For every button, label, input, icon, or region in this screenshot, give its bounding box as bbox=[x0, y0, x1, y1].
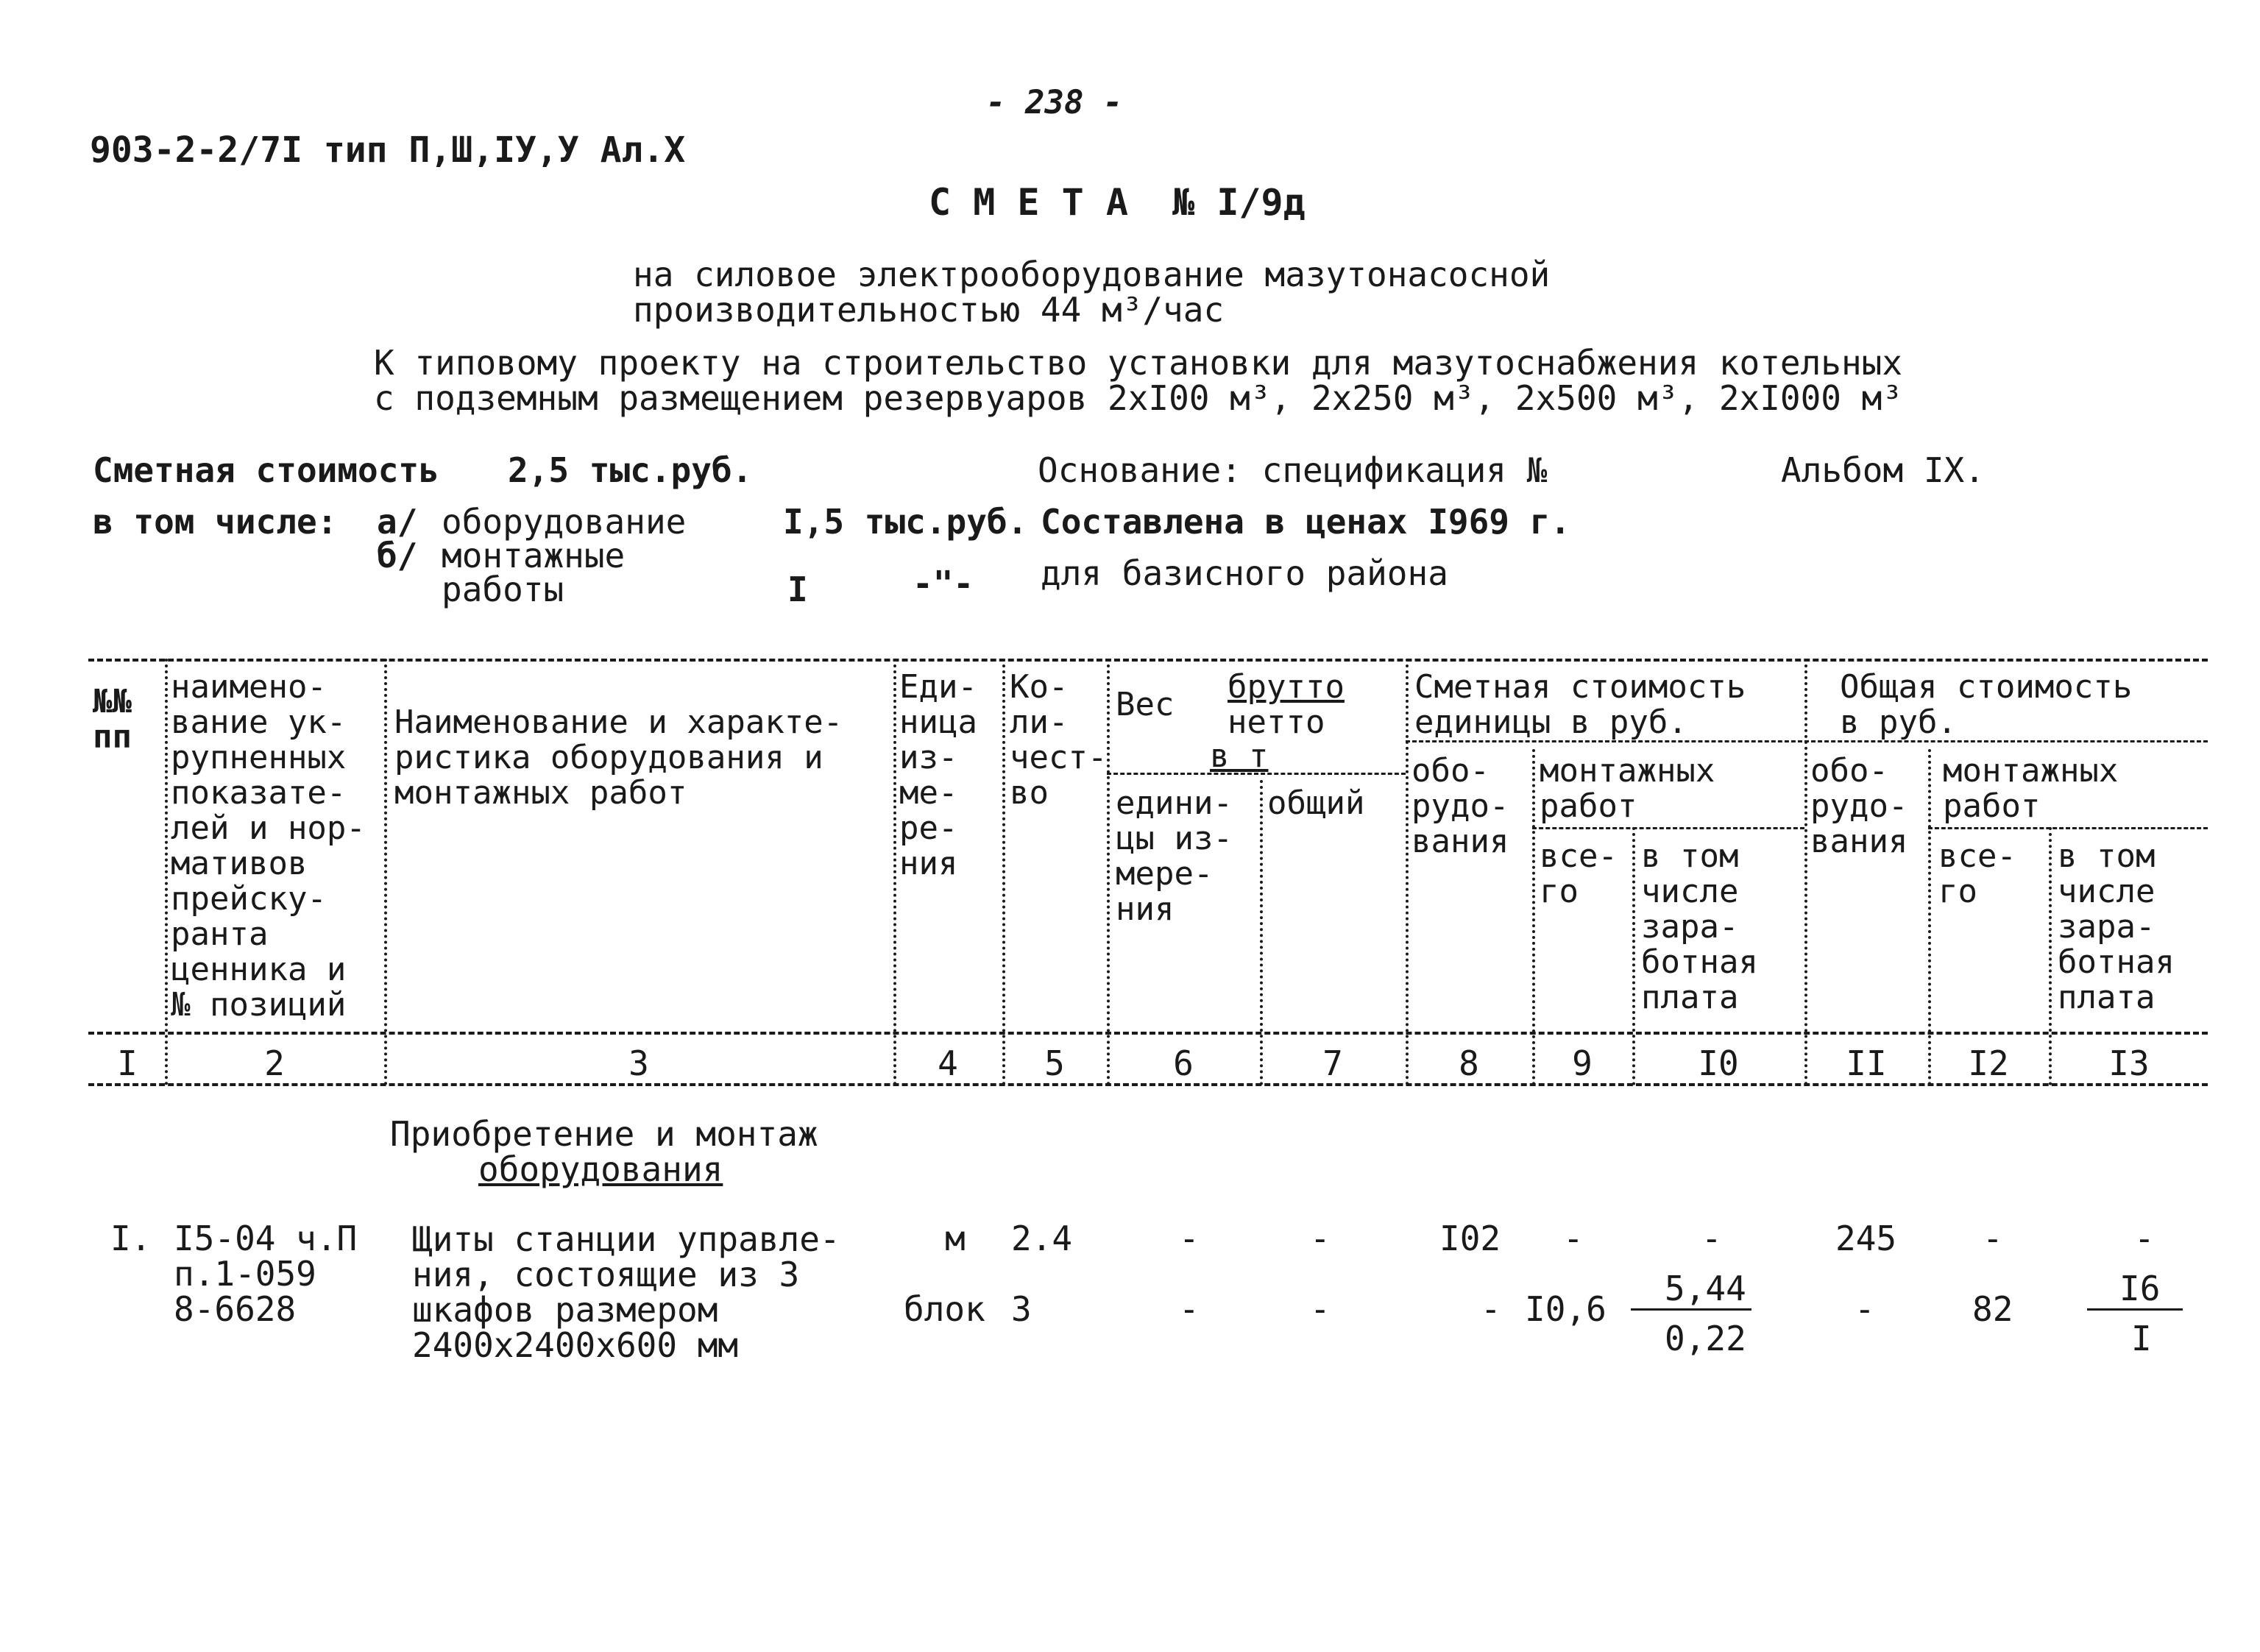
basis-label: Основание: спецификация № bbox=[1038, 450, 1548, 490]
subtitle-line-2: производительностью 44 м³/час bbox=[633, 290, 1225, 330]
column-number: I3 bbox=[2108, 1043, 2150, 1083]
column-number: 7 bbox=[1322, 1043, 1343, 1083]
column-divider bbox=[893, 659, 896, 1085]
row-wages-total-1: - bbox=[2134, 1219, 2155, 1258]
column-number: I0 bbox=[1698, 1043, 1739, 1083]
row-equipment-total-1: 245 bbox=[1835, 1219, 1897, 1258]
row-quantity-1: 2.4 bbox=[1011, 1219, 1073, 1258]
installation-subdivider bbox=[1928, 827, 2208, 829]
row-number: I. bbox=[110, 1219, 152, 1258]
row-unit-1: м bbox=[945, 1219, 966, 1258]
row-installation-total-1: - bbox=[1983, 1219, 2003, 1258]
region-note: для базисного района bbox=[1041, 553, 1448, 593]
row-total-weight-2: - bbox=[1310, 1289, 1331, 1329]
installation-cost: I bbox=[787, 570, 808, 609]
header-unit-weight: едини- цы из- мере- ния bbox=[1116, 784, 1233, 928]
column-number: 5 bbox=[1044, 1043, 1065, 1083]
row-wages-unit-2-bottom: 0,22 bbox=[1665, 1319, 1746, 1358]
fraction-line bbox=[2087, 1308, 2183, 1311]
row-total-weight-1: - bbox=[1310, 1219, 1331, 1258]
row-code-1: I5-04 ч.П bbox=[174, 1219, 358, 1258]
column-number: 8 bbox=[1459, 1043, 1479, 1083]
column-numbers-border bbox=[88, 1083, 2208, 1086]
section-title-1: Приобретение и монтаж bbox=[390, 1114, 818, 1154]
including-label: в том числе: bbox=[93, 502, 338, 542]
project-line-2: с подземным размещением резервуаров 2хI00 м³, 2х250 м³, 2х500 м³, 2хI000 м³ bbox=[374, 378, 1903, 418]
equipment-cost: I,5 тыс.руб. bbox=[783, 502, 1028, 542]
header-total-weight: общий bbox=[1267, 784, 1365, 822]
header-total-cost: Общая стоимость в руб. bbox=[1840, 668, 2133, 741]
item-a-mark: а/ bbox=[377, 502, 418, 542]
column-number: I2 bbox=[1968, 1043, 2009, 1083]
album-label: Альбом IX. bbox=[1781, 450, 1985, 490]
column-divider bbox=[1002, 659, 1005, 1085]
column-divider bbox=[165, 659, 168, 1085]
row-description: Щиты станции управле- ния, состоящие из 3 шкафов размером 2400х2400х600 мм bbox=[412, 1219, 840, 1365]
estimate-title: С М Е Т А № I/9д bbox=[929, 181, 1306, 224]
header-row-number: №№ пп bbox=[93, 683, 132, 756]
header-equipment-total-cost: обо- рудо- вания bbox=[1810, 752, 1908, 860]
column-number: 4 bbox=[938, 1043, 958, 1083]
installation-cost-unit: -"- bbox=[913, 564, 974, 603]
row-quantity-2: 3 bbox=[1011, 1289, 1032, 1329]
header-wages-unit: в том числе зара- ботная плата bbox=[1641, 837, 1758, 1016]
document-code: 903-2-2/7I тип П,Ш,IУ,У Ал.X bbox=[90, 130, 686, 171]
header-bottom-border bbox=[88, 1032, 2208, 1035]
column-number: I bbox=[117, 1043, 138, 1083]
table-top-border bbox=[88, 659, 2208, 662]
column-number: 9 bbox=[1572, 1043, 1593, 1083]
header-wages-total: в том числе зара- ботная плата bbox=[2058, 837, 2175, 1016]
fraction-line bbox=[1631, 1308, 1751, 1311]
header-price-list-code: наимено- вание ук- рупненных показате- лей и нор- мативов прейску- ранта ценника и № позиций bbox=[171, 668, 366, 1024]
header-gross: брутто bbox=[1228, 668, 1345, 706]
installation-subdivider bbox=[1532, 827, 1804, 829]
row-installation-unit-1: - bbox=[1563, 1219, 1584, 1258]
header-installation-total: все- го bbox=[1938, 837, 2016, 910]
header-weight-unit: в т bbox=[1210, 737, 1269, 775]
header-installation-total-cost: монтажных работ bbox=[1943, 752, 2119, 825]
installation-label-1: монтажные bbox=[442, 536, 626, 575]
row-wages-unit-1: - bbox=[1701, 1219, 1722, 1258]
header-unit: Еди- ница из- ме- ре- ния bbox=[899, 668, 977, 882]
column-divider bbox=[1107, 659, 1110, 1085]
header-unit-cost: Сметная стоимость единицы в руб. bbox=[1414, 668, 1746, 741]
installation-label-2: работы bbox=[442, 570, 564, 609]
column-divider bbox=[1532, 749, 1535, 1085]
header-quantity: Ко- ли- чест- во bbox=[1010, 668, 1108, 812]
item-b-mark: б/ bbox=[377, 536, 418, 575]
column-divider bbox=[1928, 749, 1931, 1085]
prices-note: Составлена в ценах I969 г. bbox=[1041, 502, 1571, 542]
header-installation-total-unit: все- го bbox=[1540, 837, 1618, 910]
row-wages-total-2-top: I6 bbox=[2119, 1269, 2161, 1308]
estimated-cost-label: Сметная стоимость bbox=[93, 450, 439, 490]
row-installation-total-2: 82 bbox=[1972, 1289, 2013, 1329]
row-unit-weight-1: - bbox=[1179, 1219, 1200, 1258]
column-number: 2 bbox=[264, 1043, 285, 1083]
column-divider bbox=[1406, 659, 1409, 1085]
row-wages-unit-2-top: 5,44 bbox=[1665, 1269, 1746, 1308]
column-number: II bbox=[1846, 1043, 1887, 1083]
header-description: Наименование и характе- ристика оборудования и монтажных работ bbox=[394, 703, 843, 812]
column-number: 3 bbox=[628, 1043, 649, 1083]
row-wages-total-2-bottom: I bbox=[2131, 1319, 2152, 1358]
estimated-cost-value: 2,5 тыс.руб. bbox=[508, 450, 753, 490]
header-equipment-unit-cost: обо- рудо- вания bbox=[1411, 752, 1509, 860]
page-number: - 238 - bbox=[986, 84, 1123, 121]
row-installation-unit-2: I0,6 bbox=[1525, 1289, 1607, 1329]
row-code-3: 8-6628 bbox=[174, 1289, 297, 1329]
row-unit-2: блок bbox=[904, 1289, 985, 1329]
column-divider bbox=[1260, 780, 1263, 1085]
header-installation-unit-cost: монтажных работ bbox=[1540, 752, 1715, 825]
column-divider bbox=[1804, 659, 1807, 1085]
column-number: 6 bbox=[1173, 1043, 1194, 1083]
section-title-2: оборудования bbox=[478, 1149, 723, 1189]
row-equipment-total-2: - bbox=[1855, 1289, 1875, 1329]
column-divider bbox=[384, 659, 387, 1085]
row-equipment-unit-cost-1: I02 bbox=[1439, 1219, 1501, 1258]
row-code-2: п.1-059 bbox=[174, 1254, 316, 1294]
subtitle-line-1: на силовое электрооборудование мазутонасосной bbox=[633, 255, 1551, 294]
row-unit-weight-2: - bbox=[1179, 1289, 1200, 1329]
row-equipment-unit-cost-2: - bbox=[1481, 1289, 1501, 1329]
project-line-1: К типовому проекту на строительство установки для мазутоснабжения котельных bbox=[374, 343, 1903, 383]
equipment-label: оборудование bbox=[442, 502, 687, 542]
header-net: нетто bbox=[1228, 703, 1325, 741]
header-weight: Вес bbox=[1116, 686, 1175, 723]
